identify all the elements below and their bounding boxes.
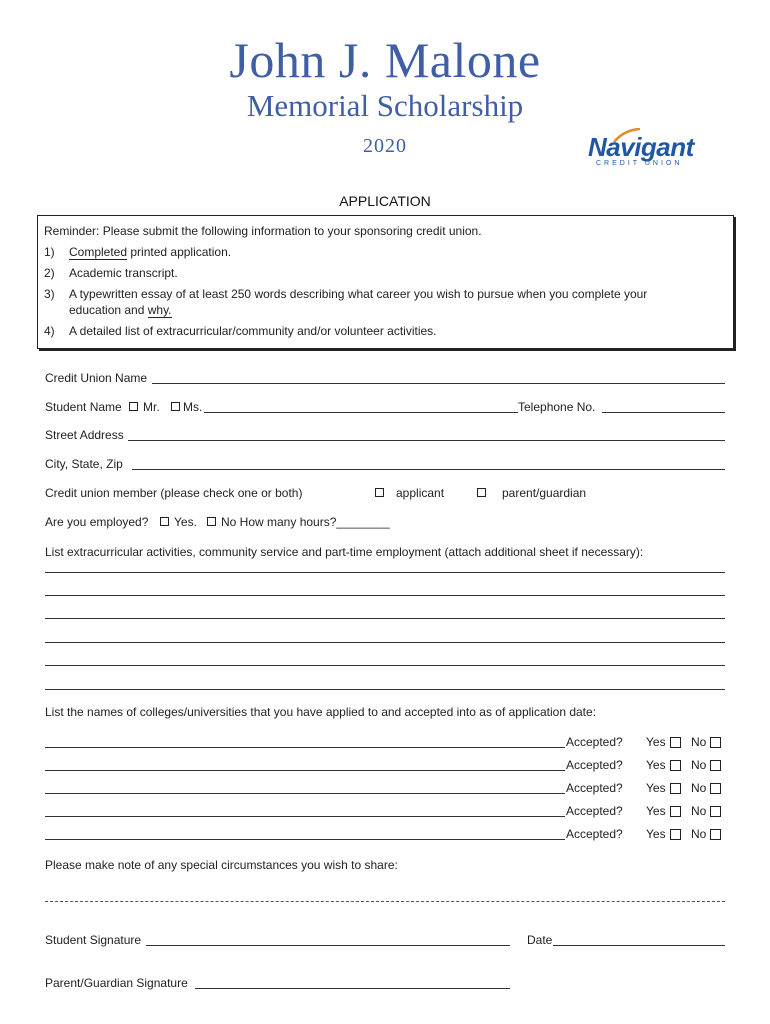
special-circumstances-label: Please make note of any special circumstances you wish to share: (45, 858, 398, 872)
activities-line[interactable] (45, 618, 725, 619)
activities-label: List extracurricular activities, community service and part-time employment (attach additional sheet if necessary): (45, 545, 644, 559)
underlined-word: Completed (69, 245, 128, 259)
scholarship-subtitle: Memorial Scholarship (246, 88, 524, 123)
student-signature-label: Student Signature (45, 933, 142, 947)
telephone-field[interactable] (602, 412, 725, 413)
student-name-label: Student Name (45, 400, 122, 414)
accepted-no-checkbox[interactable] (710, 737, 721, 748)
credit-union-name-label: Credit Union Name (45, 371, 148, 385)
accepted-label: Accepted? (566, 758, 623, 772)
reminder-box (37, 215, 734, 349)
student-name-field[interactable] (204, 412, 518, 413)
applicant-label: applicant (396, 486, 445, 500)
item-text: A detailed list of extracurricular/community and/or volunteer activities. (69, 324, 437, 338)
underlined-word: why. (147, 303, 172, 317)
college-name-field[interactable] (45, 816, 565, 817)
college-name-field[interactable] (45, 770, 565, 771)
accepted-yes-checkbox[interactable] (670, 737, 681, 748)
navigant-logo (586, 128, 696, 174)
accepted-no-checkbox[interactable] (710, 783, 721, 794)
activities-line[interactable] (45, 689, 725, 690)
telephone-label: Telephone No. (518, 400, 596, 414)
city-state-zip-field[interactable] (132, 469, 725, 470)
yes-label: Yes (646, 735, 666, 749)
item-number: 4) (44, 324, 55, 338)
college-name-field[interactable] (45, 747, 565, 748)
accepted-no-checkbox[interactable] (710, 760, 721, 771)
ms-checkbox[interactable] (171, 402, 180, 411)
member-label: Credit union member (please check one or both) (45, 486, 303, 500)
item-text: printed application. (127, 245, 232, 259)
street-address-label: Street Address (45, 428, 124, 442)
activities-line[interactable] (45, 665, 725, 666)
activities-line[interactable] (45, 572, 725, 573)
no-label: No (691, 781, 707, 795)
item-number: 2) (44, 266, 55, 280)
logo-subtext: CREDIT UNION (596, 160, 683, 167)
college-name-field[interactable] (45, 839, 565, 840)
special-circumstances-field[interactable] (45, 901, 725, 902)
applicant-checkbox[interactable] (375, 488, 384, 497)
accepted-yes-checkbox[interactable] (670, 829, 681, 840)
accepted-label: Accepted? (566, 804, 623, 818)
city-state-zip-label: City, State, Zip (45, 457, 123, 471)
accepted-label: Accepted? (566, 735, 623, 749)
activities-line[interactable] (45, 595, 725, 596)
date-field[interactable] (553, 945, 725, 946)
accepted-yes-checkbox[interactable] (670, 760, 681, 771)
colleges-label: List the names of colleges/universities that you have applied to and accepted into as of application date: (45, 705, 597, 719)
date-label: Date (527, 933, 553, 947)
accepted-yes-checkbox[interactable] (670, 806, 681, 817)
street-address-field[interactable] (128, 440, 725, 441)
application-heading: APPLICATION (339, 193, 431, 209)
yes-label: Yes (646, 827, 666, 841)
yes-label: Yes (646, 781, 666, 795)
item-number: 3) (44, 287, 55, 301)
accepted-no-checkbox[interactable] (710, 829, 721, 840)
employed-no-checkbox[interactable] (207, 517, 216, 526)
accepted-label: Accepted? (566, 827, 623, 841)
parent-signature-field[interactable] (195, 988, 510, 989)
activities-line[interactable] (45, 642, 725, 643)
no-label: No (691, 804, 707, 818)
college-name-field[interactable] (45, 793, 565, 794)
employed-yes-checkbox[interactable] (160, 517, 169, 526)
ms-label: Ms. (183, 400, 203, 414)
logo-word: Navigant (588, 132, 694, 162)
item-text: Academic transcript. (69, 266, 178, 280)
item-text: A typewritten essay of at least 250 words describing what career you wish to pursue when you complete your (69, 287, 648, 301)
mr-checkbox[interactable] (129, 402, 138, 411)
no-label: No (691, 758, 707, 772)
item-number: 1) (44, 245, 55, 259)
no-label: No (691, 827, 707, 841)
parent-guardian-label: parent/guardian (502, 486, 587, 500)
student-signature-field[interactable] (146, 945, 510, 946)
parent-signature-label: Parent/Guardian Signature (45, 976, 188, 990)
employed-yes-label: Yes. (174, 515, 197, 529)
mr-label: Mr. (143, 400, 160, 414)
parent-guardian-checkbox[interactable] (477, 488, 486, 497)
scholarship-year: 2020 (363, 135, 407, 157)
yes-label: Yes (646, 758, 666, 772)
reminder-intro: Reminder: Please submit the following information to your sponsoring credit union. (44, 224, 482, 238)
scholarship-title: John J. Malone (229, 32, 541, 88)
accepted-no-checkbox[interactable] (710, 806, 721, 817)
hours-label: No How many hours?________ (221, 515, 390, 529)
credit-union-name-field[interactable] (152, 383, 725, 384)
accepted-yes-checkbox[interactable] (670, 783, 681, 794)
yes-label: Yes (646, 804, 666, 818)
no-label: No (691, 735, 707, 749)
item-text: education and (69, 303, 148, 317)
accepted-label: Accepted? (566, 781, 623, 795)
employed-label: Are you employed? (45, 515, 149, 529)
reminder-item-3-cont (69, 303, 172, 317)
